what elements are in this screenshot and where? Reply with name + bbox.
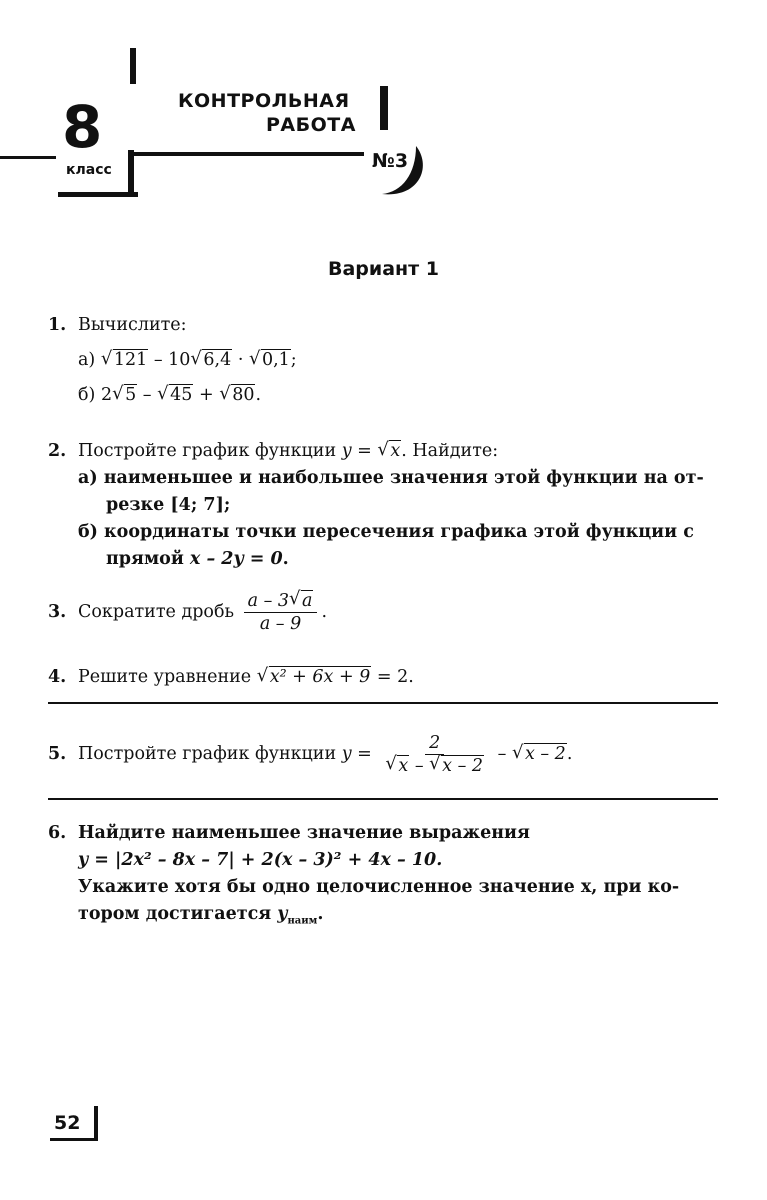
task-2-a: а) наименьшее и наибольшее значения этой функции на от- — [78, 468, 704, 488]
task-6: 6. Найдите наименьшее значение выражения y = |2x² – 8x – 7| + 2(x – 3)² + 4x – 10. Укажите хотя бы одно целочисленное значение x, при ко- тором достигается $y_{наим}$. — [48, 820, 728, 935]
task-text: Вычислите: — [78, 315, 187, 335]
divider — [48, 798, 718, 800]
task-5: 5. Постройте график функции y = 2 √ x – √ x – 2 – √ x – 2. — [48, 732, 728, 777]
task-1 — [48, 312, 728, 409]
fraction: 2 √ x – √ x – 2 — [381, 732, 488, 777]
task-number: 5. — [48, 744, 67, 764]
header-bottom-left-bar — [58, 192, 138, 197]
variant-title: Вариант 1 — [327, 258, 439, 280]
header-vertical-bar — [128, 150, 134, 196]
task-1-b: б) 2√ 5 – √ 45 + √ 80. — [48, 382, 728, 409]
title-line-2: РАБОТА — [266, 114, 356, 136]
task-6-expression: y = |2x² – 8x – 7| + 2(x – 3)² + 4x – 10. — [78, 850, 443, 870]
header-vertical-bar-top — [130, 48, 136, 84]
grade-number: 8 — [62, 93, 101, 161]
task-3: 3. Сократите дробь $\frac{a - 3√ a}{a - 9}$ . — [48, 590, 728, 635]
page-number-underline — [50, 1138, 98, 1141]
page-number: 52 — [54, 1112, 81, 1134]
task-number: 3. — [48, 602, 67, 622]
title-line-1: КОНТРОЛЬНАЯ — [178, 90, 350, 112]
task-4: 4. Решите уравнение √ x² + 6x + 9 = 2. — [48, 664, 728, 691]
task-number: 6. — [48, 823, 67, 843]
work-number: №3 — [372, 150, 409, 172]
task-number: 4. — [48, 667, 67, 687]
task-1-a: а) √ 121 – 10√ 6,4 · √ 0,1; — [48, 347, 728, 374]
moon-decoration-icon — [368, 142, 432, 202]
page-number-bar — [94, 1106, 98, 1140]
task-2: 2. Постройте график функции y = √ x. Найдите: а) наименьшее и наибольшее значения этой функции на от- резке [4; 7]; б) координаты точки пересечения графика этой функции с прямой x – 2y = 0. — [48, 438, 728, 573]
task-2-b: б) координаты точки пересечения графика этой функции с — [78, 522, 694, 542]
task-number: 1. — [48, 315, 67, 335]
fraction: $\frac{a - 3√ a}{a - 9}$ — [244, 590, 318, 635]
header-right-bar — [380, 86, 388, 130]
grade-word: класс — [66, 162, 112, 178]
divider — [48, 702, 718, 704]
header-left-line — [0, 156, 56, 159]
task-number: 2. — [48, 441, 67, 461]
header-horizontal-line — [128, 152, 364, 156]
